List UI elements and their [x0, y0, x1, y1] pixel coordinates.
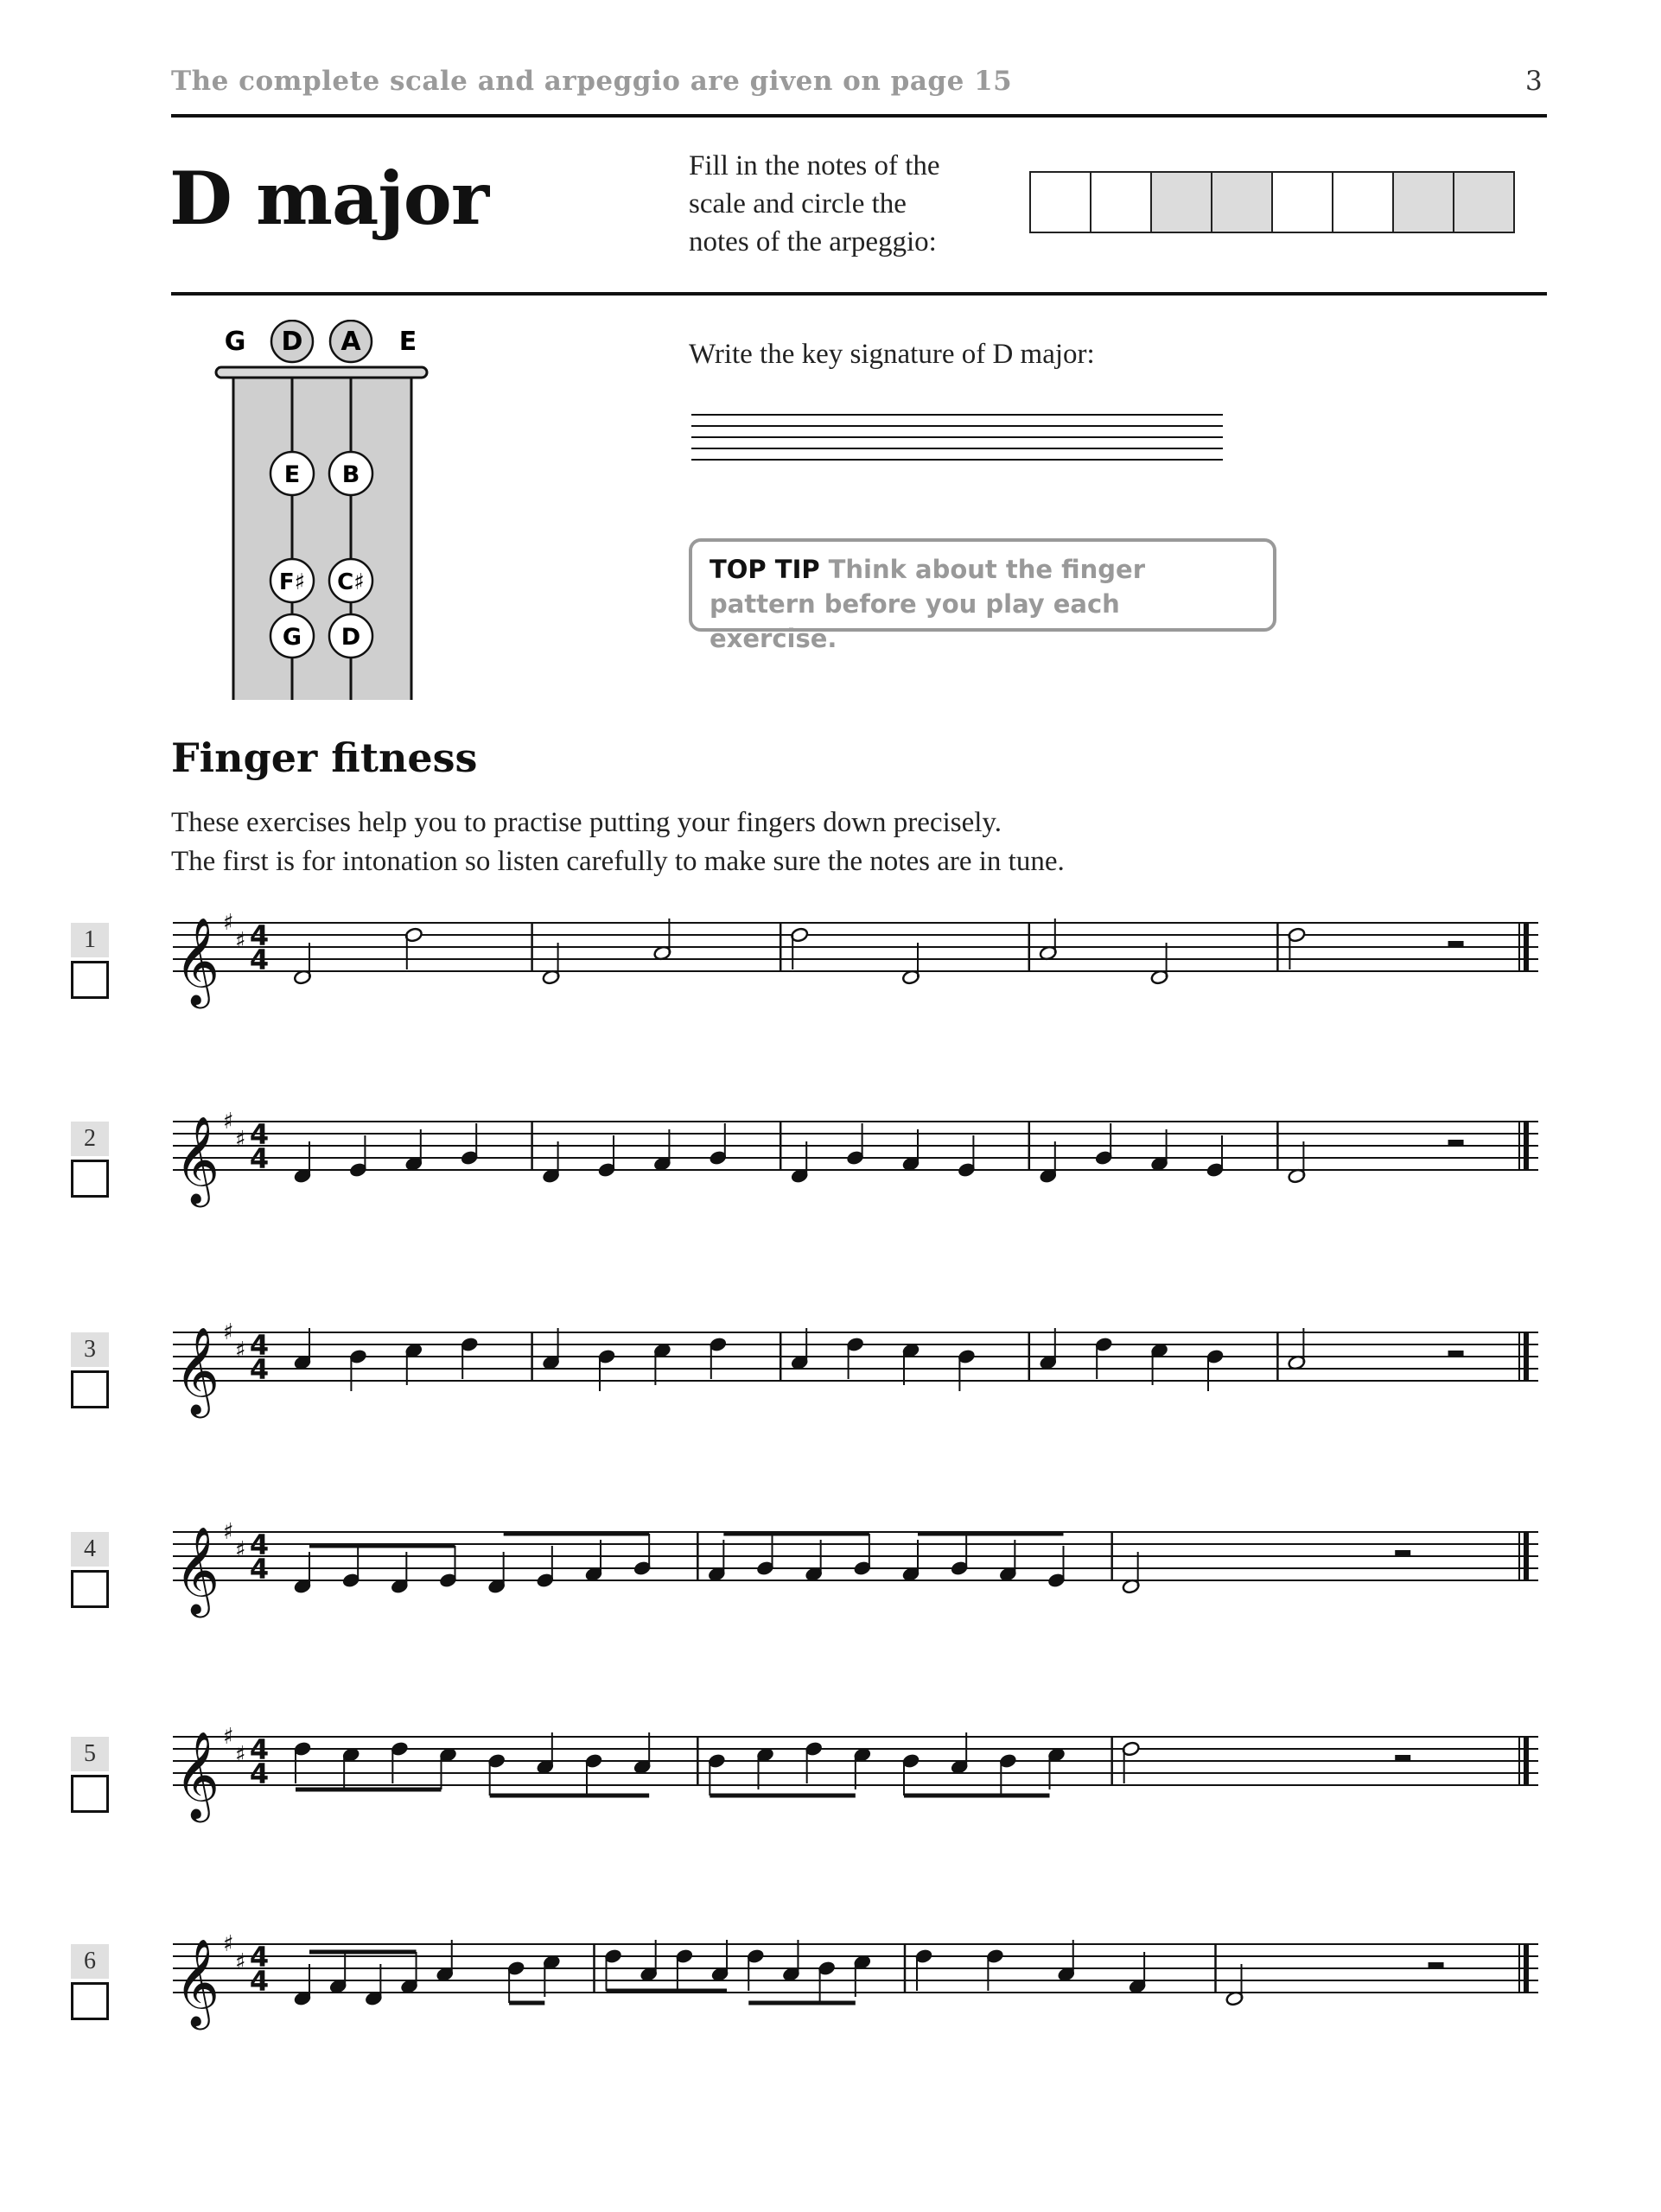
time-signature-top: 4 [249, 1941, 270, 1974]
finger-note-f-sharp: F♯ [278, 569, 306, 595]
treble-clef-icon: 𝄞 [175, 1937, 220, 2026]
scale-instruction-line: notes of the arpeggio: [689, 226, 937, 257]
treble-clef-icon: 𝄞 [175, 1325, 220, 1414]
exercise-number: 5 [71, 1737, 109, 1771]
time-signature-bottom: 4 [249, 1142, 270, 1175]
exercise-staff [156, 888, 1625, 1009]
scale-instruction-line: Fill in the notes of the [689, 150, 940, 181]
exercise-checkbox[interactable] [71, 1982, 109, 2020]
sharp-icon: ♯ [235, 1949, 246, 1975]
scale-note-boxes [1031, 171, 1515, 233]
scale-note-box[interactable] [1029, 171, 1091, 233]
finger-note-c-sharp: C♯ [337, 569, 365, 595]
key-signature-staff[interactable] [691, 406, 1227, 467]
scale-note-box[interactable] [1090, 171, 1152, 233]
time-signature-top: 4 [249, 1733, 270, 1766]
sharp-icon: ♯ [235, 1742, 246, 1768]
exercise-number: 1 [71, 923, 109, 957]
top-tip-label: TOP TIP [710, 555, 820, 584]
exercise-staff [156, 1910, 1625, 2031]
section-heading: Finger fitness [171, 734, 478, 781]
scale-instruction [689, 147, 1034, 261]
time-signature-top: 4 [249, 1118, 270, 1151]
half-rest [1448, 1351, 1464, 1357]
fingerboard-body [233, 373, 411, 700]
half-rest [1429, 1962, 1444, 1968]
time-signature-bottom: 4 [249, 1353, 270, 1386]
description-line: These exercises help you to practise putting your fingers down precisely. [171, 807, 1002, 838]
top-tip-box [689, 538, 1276, 653]
half-rest [1448, 1140, 1464, 1146]
time-signature-bottom: 4 [249, 1553, 270, 1586]
nut [216, 367, 427, 378]
page-number: 3 [1525, 66, 1543, 97]
header-rule [171, 114, 1547, 118]
title-rule [171, 292, 1547, 296]
sharp-icon: ♯ [223, 1109, 234, 1135]
finger-note-e: E [283, 461, 301, 488]
treble-clef-icon: 𝄞 [175, 1730, 220, 1819]
fingerboard-diagram [207, 320, 449, 700]
scale-instruction-line: scale and circle the [689, 188, 907, 219]
exercise-number: 2 [71, 1122, 109, 1156]
exercise-checkbox[interactable] [71, 1570, 109, 1608]
scale-note-box[interactable] [1150, 171, 1212, 233]
treble-clef-icon: 𝄞 [175, 1115, 220, 1204]
string-label-a: A [340, 327, 361, 357]
sharp-icon: ♯ [235, 1537, 246, 1563]
exercise-number: 4 [71, 1532, 109, 1567]
sharp-icon: ♯ [223, 910, 234, 936]
time-signature-bottom: 4 [249, 1965, 270, 1998]
page-title: D major [169, 156, 489, 241]
top-tip-text: Think about the finger pattern before you play each exercise. [710, 555, 1146, 653]
exercise-checkbox[interactable] [71, 1370, 109, 1408]
scale-note-box[interactable] [1211, 171, 1273, 233]
treble-clef-icon: 𝄞 [175, 1525, 220, 1614]
time-signature-bottom: 4 [249, 944, 270, 976]
time-signature-bottom: 4 [249, 1758, 270, 1790]
description-line: The first is for intonation so listen carefully to make sure the notes are in tune. [171, 846, 1065, 877]
sharp-icon: ♯ [235, 1338, 246, 1363]
exercise-staff [156, 1497, 1625, 1618]
scale-note-box[interactable] [1271, 171, 1333, 233]
section-description [171, 804, 1467, 881]
sharp-icon: ♯ [223, 1319, 234, 1345]
sharp-icon: ♯ [223, 1519, 234, 1545]
time-signature-top: 4 [249, 1529, 270, 1561]
exercise-staff [156, 1087, 1625, 1208]
page-header-note: The complete scale and arpeggio are given on page 15 [171, 66, 1013, 97]
treble-clef-icon: 𝄞 [175, 916, 220, 1005]
finger-note-b: B [341, 461, 360, 488]
half-rest [1448, 941, 1464, 947]
key-signature-prompt: Write the key signature of D major: [689, 339, 1095, 370]
scale-note-box[interactable] [1453, 171, 1515, 233]
string-label-g: G [224, 327, 246, 357]
exercise-checkbox[interactable] [71, 1775, 109, 1813]
time-signature-top: 4 [249, 1329, 270, 1362]
half-rest [1395, 1550, 1410, 1556]
half-rest [1395, 1755, 1410, 1761]
sharp-icon: ♯ [235, 928, 246, 954]
sharp-icon: ♯ [223, 1931, 234, 1957]
exercise-checkbox[interactable] [71, 961, 109, 999]
exercise-checkbox[interactable] [71, 1160, 109, 1198]
string-label-d: D [281, 327, 303, 357]
sharp-icon: ♯ [235, 1127, 246, 1153]
finger-note-d: D [340, 624, 361, 651]
scale-note-box[interactable] [1332, 171, 1394, 233]
exercise-number: 6 [71, 1944, 109, 1979]
string-label-e: E [398, 327, 417, 357]
finger-note-g: G [282, 624, 302, 651]
exercise-staff [156, 1702, 1625, 1823]
sharp-icon: ♯ [223, 1724, 234, 1750]
time-signature-top: 4 [249, 919, 270, 952]
exercise-number: 3 [71, 1332, 109, 1367]
scale-note-box[interactable] [1392, 171, 1454, 233]
exercise-staff [156, 1298, 1625, 1419]
